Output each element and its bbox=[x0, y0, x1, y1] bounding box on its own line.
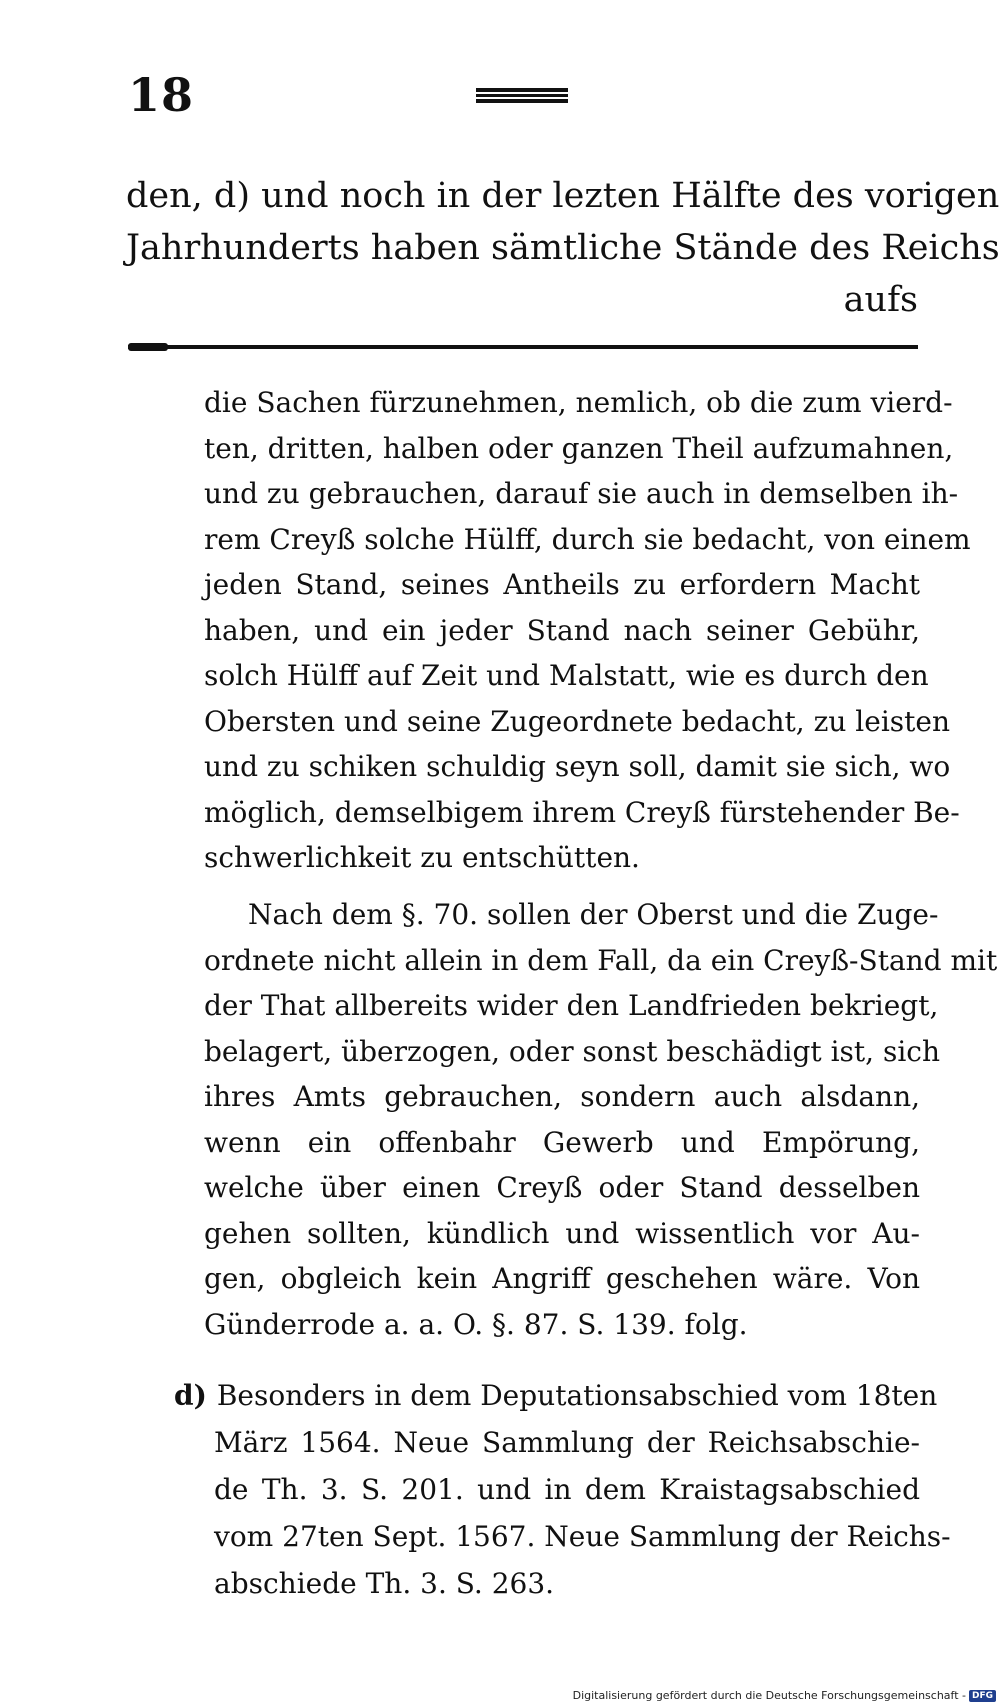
footnote-line: gen, obgleich kein Angriff geschehen wäre. Von bbox=[204, 1262, 920, 1295]
footnote-line: gehen sollten, kündlich und wissentlich vor Au- bbox=[204, 1216, 920, 1250]
main-text-line: aufs bbox=[843, 280, 918, 320]
footnote-line: und zu gebrauchen, darauf sie auch in demselben ih- bbox=[204, 477, 959, 510]
page-number: 18 bbox=[128, 68, 195, 122]
footnote-line: abschiede Th. 3. S. 263. bbox=[214, 1567, 555, 1600]
footnote-line: Günderrode a. a. O. §. 87. S. 139. folg. bbox=[204, 1307, 748, 1341]
digitization-credit bbox=[573, 1689, 996, 1702]
footnote-line: März 1564. Neue Sammlung der Reichsabschie- bbox=[214, 1426, 920, 1459]
footnote-line: wenn ein offenbahr Gewerb und Empörung, bbox=[204, 1125, 920, 1159]
footnote-line: schwerlichkeit zu entschütten. bbox=[204, 841, 640, 874]
footnote-line bbox=[174, 1372, 938, 1419]
footnote-line: möglich, demselbigem ihrem Creyß fürstehender Be- bbox=[204, 795, 960, 829]
footnote-c-continuation bbox=[204, 380, 971, 881]
footnote-line: der That allbereits wider den Landfrieden bekriegt, bbox=[204, 989, 939, 1022]
footnote-line-text: Besonders in dem Deputationsabschied vom 18ten bbox=[216, 1379, 938, 1412]
main-text-line: Jahrhunderts haben sämtliche Stände des Reichs bbox=[126, 228, 1000, 268]
footnote-line: die Sachen fürzunehmen, nemlich, ob die zum vierd- bbox=[204, 386, 953, 419]
dfg-logo-icon: DFG bbox=[969, 1690, 996, 1702]
footnote-line: rem Creyß solche Hülff, durch sie bedacht, von einem bbox=[204, 522, 971, 556]
footnote-line: haben, und ein jeder Stand nach seiner Gebühr, bbox=[204, 613, 920, 647]
footnote-line: solch Hülff auf Zeit und Malstatt, wie es durch den bbox=[204, 659, 929, 692]
footnote-separator bbox=[128, 345, 918, 351]
footnote-line: de Th. 3. S. 201. und in dem Kraistagsabschied bbox=[214, 1473, 920, 1506]
footnote-line: vom 27ten Sept. 1567. Neue Sammlung der Reichs- bbox=[214, 1520, 951, 1553]
footnote-marker: d) bbox=[174, 1379, 207, 1412]
credit-text: Digitalisierung gefördert durch die Deutsche Forschungsgemeinschaft - bbox=[572, 1689, 966, 1702]
header-ornament-rule bbox=[476, 88, 568, 104]
footnote-line: jeden Stand, seines Antheils zu erfordern Macht bbox=[204, 568, 920, 601]
footnote-line: ihres Amts gebrauchen, sondern auch alsdann, bbox=[204, 1080, 920, 1113]
footnote-d bbox=[174, 1372, 951, 1607]
footnote-line: ordnete nicht allein in dem Fall, da ein Creyß-Stand mit bbox=[204, 943, 998, 977]
footnote-line: ten, dritten, halben oder ganzen Theil aufzumahnen, bbox=[204, 431, 954, 465]
footnote-line: Obersten und seine Zugeordnete bedacht, zu leisten bbox=[204, 704, 950, 738]
footnote-line: belagert, überzogen, oder sonst beschädigt ist, sich bbox=[204, 1034, 940, 1068]
footnote-line: und zu schiken schuldig seyn soll, damit sie sich, wo bbox=[204, 750, 951, 783]
footnote-line: Nach dem §. 70. sollen der Oberst und die Zuge- bbox=[248, 898, 939, 931]
footnote-line: welche über einen Creyß oder Stand desselben bbox=[204, 1171, 920, 1204]
main-text-line: den, d) und noch in der lezten Hälfte des vorigen bbox=[126, 176, 1000, 216]
main-text bbox=[126, 170, 1000, 326]
footnote-c-paragraph-2 bbox=[204, 892, 998, 1347]
